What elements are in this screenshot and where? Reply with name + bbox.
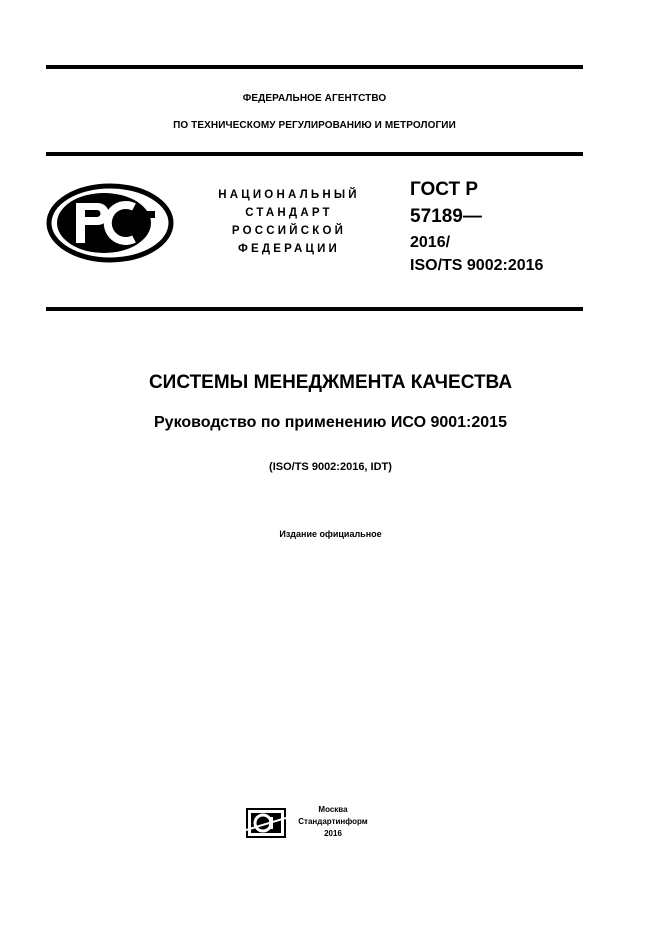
designation-line-3: 2016/ [410,234,451,251]
publisher-year: 2016 [324,829,342,838]
designation-line-4: ISO/TS 9002:2016 [410,257,544,274]
designation-line-1: ГОСТ Р [410,179,479,200]
international-equivalence: (ISO/TS 9002:2016, IDT) [269,461,392,473]
standartinform-logo-icon [246,808,286,838]
document-subtitle: Руководство по применению ИСО 9001:2015 [154,414,507,431]
national-standard-line-1: НАЦИОНАЛЬНЫЙ [218,189,360,201]
publisher-name: Стандартинформ [298,817,368,826]
national-standard-line-3: РОССИЙСКОЙ [231,225,347,237]
national-standard-line-4: ФЕДЕРАЦИИ [237,243,341,255]
document-title: СИСТЕМЫ МЕНЕДЖМЕНТА КАЧЕСТВА [148,372,513,393]
agency-line-1: ФЕДЕРАЛЬНОЕ АГЕНТСТВО [242,93,387,104]
agency-line-2: ПО ТЕХНИЧЕСКОМУ РЕГУЛИРОВАНИЮ И МЕТРОЛОГИИ [173,120,456,131]
middle-rule [46,152,583,156]
designation-line-2: 57189— [410,206,482,227]
bottom-rule [46,307,583,311]
top-rule [46,65,583,69]
national-standard-line-2: СТАНДАРТ [245,207,333,219]
publisher-city: Москва [318,805,348,814]
rst-mark-icon [46,183,174,263]
edition-label: Издание официальное [279,529,382,539]
